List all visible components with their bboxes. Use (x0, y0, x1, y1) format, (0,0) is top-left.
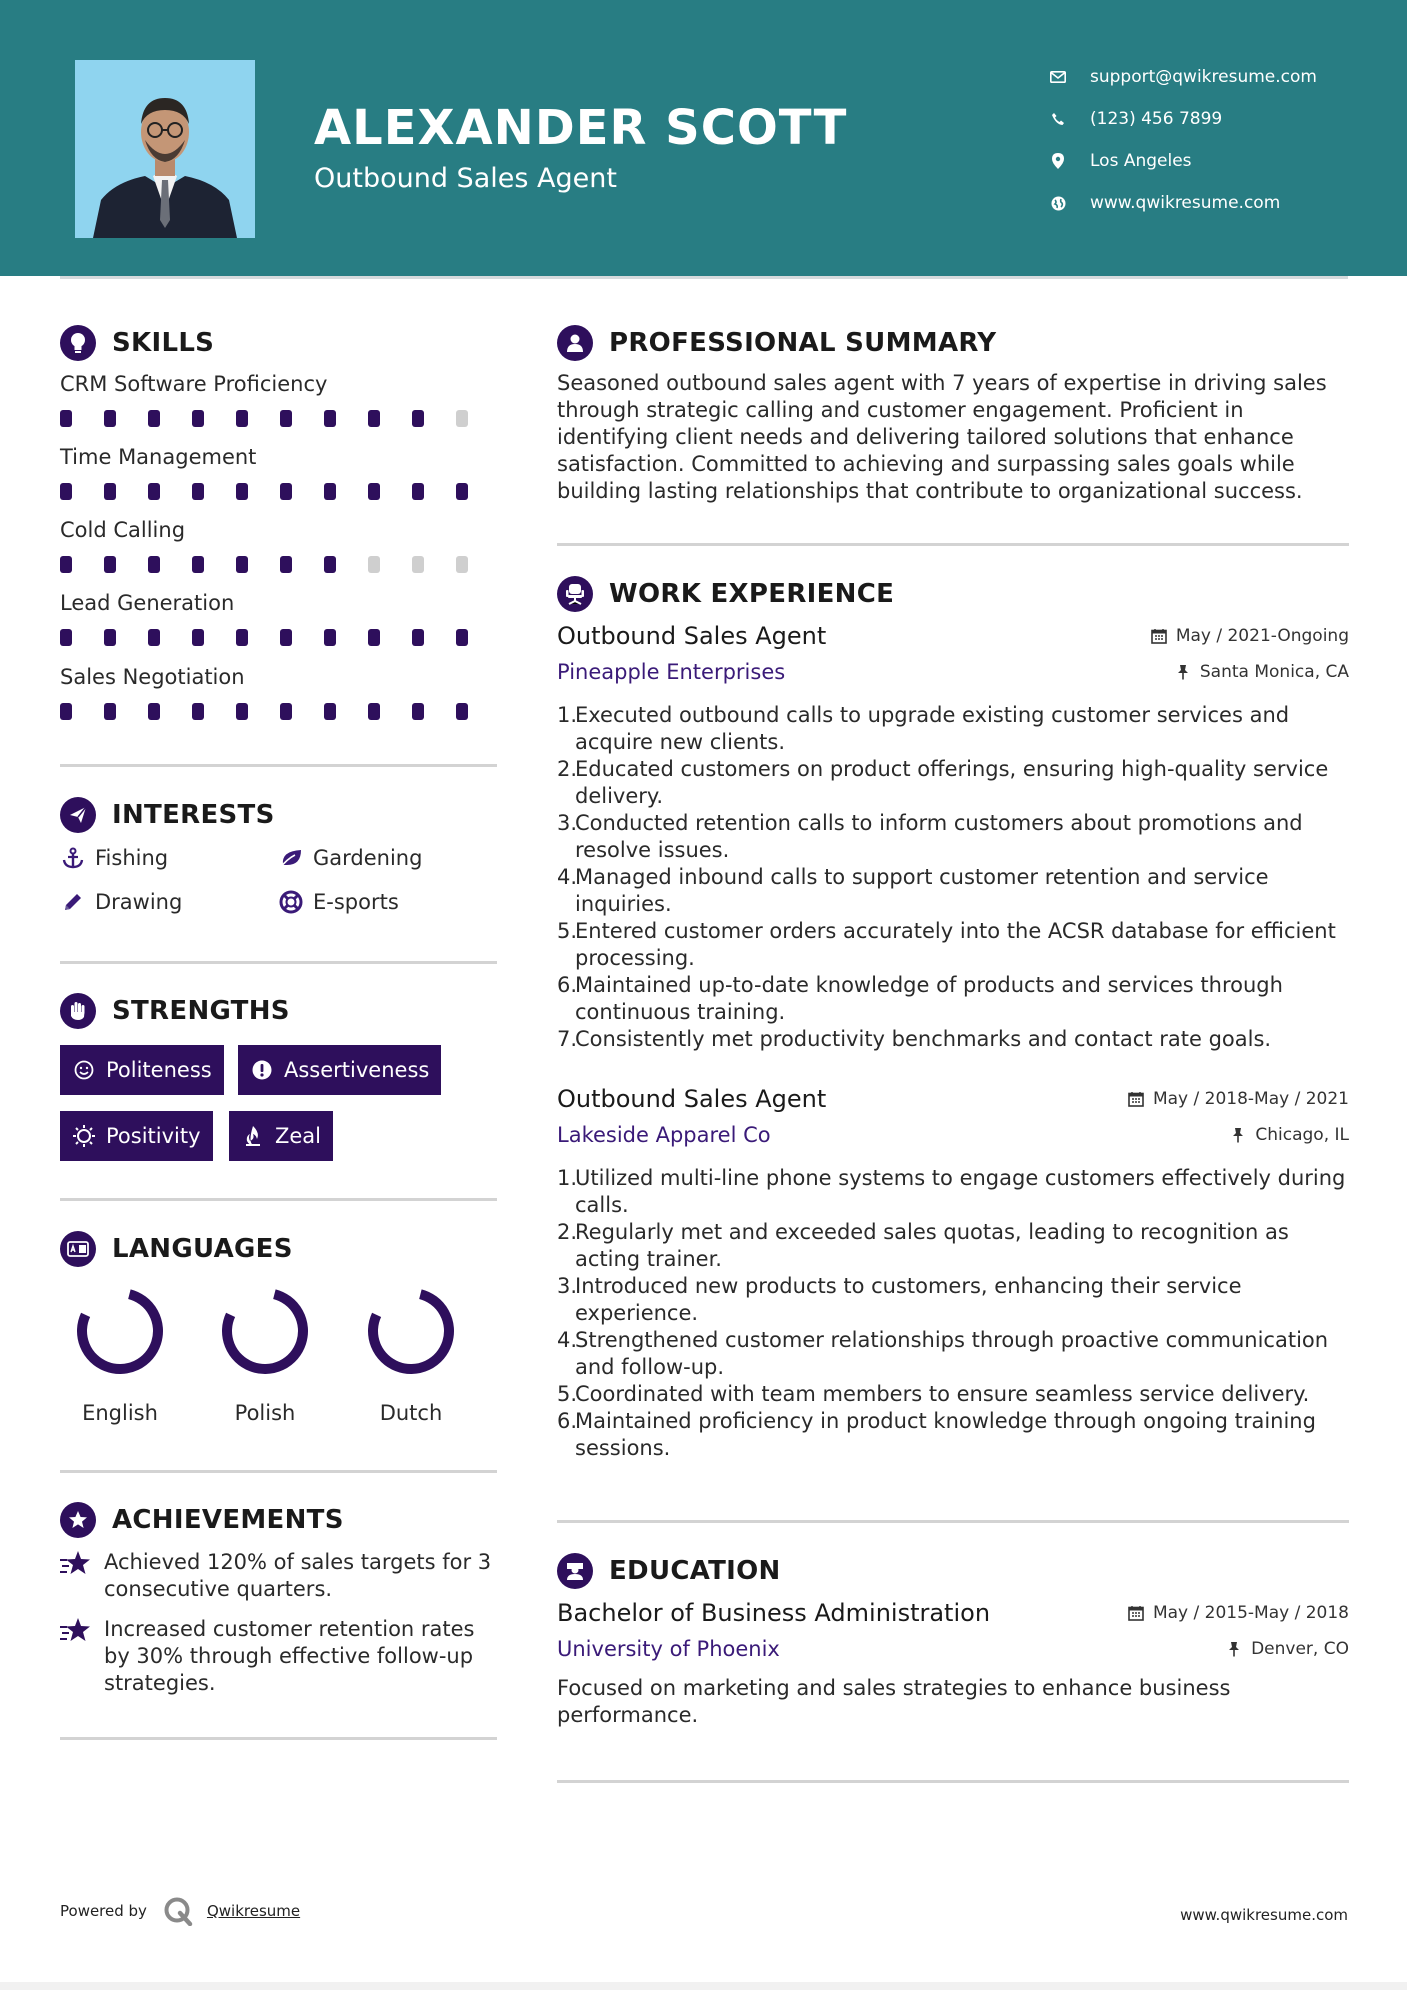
contact-location-text: Los Angeles (1090, 151, 1192, 171)
job-dates-text: May / 2018-May / 2021 (1152, 1089, 1349, 1109)
leaf-icon (278, 845, 304, 871)
contact-website[interactable] (1048, 182, 1317, 224)
skill-dot-filled (368, 410, 380, 427)
language-ring (72, 1283, 168, 1379)
exclamation-circle-icon (250, 1058, 274, 1082)
contact-list (1048, 56, 1317, 224)
language-ring (217, 1283, 313, 1379)
anchor-icon (60, 845, 86, 871)
skill-dot-filled (324, 410, 336, 427)
skill-dot-filled (148, 556, 160, 573)
skill-dot-filled (60, 703, 72, 720)
job-bullet: 4. Strengthened customer relationships through proactive communication and follow-up. (557, 1327, 1349, 1381)
job-bullet-text: Entered customer orders accurately into the ACSR database for efficient processing. (575, 919, 1336, 970)
education-description: Focused on marketing and sales strategies to enhance business performance. (557, 1676, 1231, 1727)
skill-dot-filled (324, 556, 336, 573)
skill-dot-filled (104, 483, 116, 500)
section-divider (60, 1737, 497, 1740)
skill-dot-filled (368, 703, 380, 720)
skill-dot-empty (368, 556, 380, 573)
summary-title: PROFESSIONAL SUMMARY (609, 328, 997, 358)
chair-icon (557, 576, 593, 612)
strength-badge (238, 1045, 441, 1095)
job-bullet: 6. Maintained up-to-date knowledge of products and services through continuous training. (557, 972, 1349, 1026)
job-position: Outbound Sales Agent (557, 1085, 827, 1113)
job-bullet: 2. Regularly met and exceeded sales quotas, leading to recognition as acting trainer. (557, 1219, 1349, 1273)
language-item (195, 1283, 335, 1425)
education-degree: Bachelor of Business Administration (557, 1599, 991, 1627)
job-company[interactable]: Pineapple Enterprises (557, 660, 786, 684)
job-bullets (557, 702, 1349, 1053)
skill-name: Sales Negotiation (60, 665, 245, 689)
skill-dot-filled (192, 410, 204, 427)
skill-dot-filled (148, 483, 160, 500)
job-location (1174, 662, 1349, 682)
contact-website-text: www.qwikresume.com (1090, 193, 1281, 213)
pushpin-icon (1225, 1640, 1243, 1658)
education-heading (557, 1553, 781, 1589)
flame-icon (241, 1124, 265, 1148)
achievement-text: Increased customer retention rates by 30% through effective follow-up strategies. (104, 1617, 475, 1695)
skill-dot-filled (280, 703, 292, 720)
education-location (1225, 1639, 1349, 1659)
job-bullet-text: Executed outbound calls to upgrade existing customer services and acquire new clients. (575, 703, 1290, 754)
education-location-text: Denver, CO (1251, 1639, 1349, 1659)
paper-plane-icon (60, 797, 96, 833)
job-bullet-text: Consistently met productivity benchmarks and contact rate goals. (575, 1027, 1272, 1051)
skill-dot-filled (104, 629, 116, 646)
achievement-item (60, 1549, 500, 1603)
candidate-title: Outbound Sales Agent (314, 163, 617, 194)
skill-dot-filled (192, 703, 204, 720)
language-name: Polish (234, 1401, 296, 1425)
section-divider (60, 1198, 497, 1201)
resume-header (0, 0, 1407, 276)
skill-rating (60, 629, 500, 646)
skill-item (60, 445, 500, 500)
skill-dot-filled (412, 410, 424, 427)
calendar-icon (1150, 627, 1168, 645)
footer-powered-by (60, 1896, 300, 1926)
skill-dot-filled (368, 483, 380, 500)
skill-dot-filled (148, 410, 160, 427)
skill-rating (60, 703, 500, 720)
strength-badge (60, 1111, 213, 1161)
header-divider (60, 276, 1348, 279)
phone-icon (1048, 109, 1068, 129)
hand-icon (60, 993, 96, 1029)
interest-item (60, 889, 182, 915)
job-bullet-text: Strengthened customer relationships through proactive communication and follow-up. (575, 1328, 1329, 1379)
interest-label: Drawing (95, 890, 183, 914)
summary-text: Seasoned outbound sales agent with 7 years of expertise in driving sales through strategic calling and customer engagement. Proficient in identifying client needs and delivering tailored solutions that enhance satisfaction. Committed to achieving and surpassing sales goals while building lasting relationships that contribute to organizational success. (557, 371, 1327, 503)
skill-name: Cold Calling (60, 518, 186, 542)
job-bullet: 3. Conducted retention calls to inform customers about promotions and resolve issues. (557, 810, 1349, 864)
interests-title: INTERESTS (112, 800, 275, 830)
skill-dot-filled (412, 629, 424, 646)
interest-item (278, 889, 399, 915)
education-entry (557, 1599, 1349, 1729)
skill-rating (60, 410, 500, 427)
section-divider (557, 543, 1349, 546)
skill-item (60, 591, 500, 646)
language-item (50, 1283, 190, 1425)
footer-brand-link[interactable]: Qwikresume (206, 1902, 301, 1920)
section-divider (60, 961, 497, 964)
user-icon (557, 325, 593, 361)
language-ring (363, 1283, 459, 1379)
language-name: English (82, 1401, 158, 1425)
job-bullet: 1. Executed outbound calls to upgrade existing customer services and acquire new clients. (557, 702, 1349, 756)
skill-dot-filled (60, 556, 72, 573)
skill-dot-filled (192, 629, 204, 646)
job-bullets (557, 1165, 1349, 1462)
skill-dot-filled (368, 629, 380, 646)
job-dates-text: May / 2021-Ongoing (1175, 626, 1349, 646)
skill-dot-filled (148, 629, 160, 646)
skill-dot-filled (324, 703, 336, 720)
interests-heading (60, 797, 275, 833)
strengths-heading (60, 993, 290, 1029)
powered-by-text: Powered by (60, 1902, 147, 1920)
skill-rating (60, 556, 500, 573)
footer-url-link[interactable]: www.qwikresume.com (1180, 1906, 1348, 1924)
page-bottom-strip (0, 1982, 1407, 1990)
job-bullet: 6. Maintained proficiency in product knowledge through ongoing training sessions. (557, 1408, 1349, 1462)
pushpin-icon (1174, 663, 1192, 681)
summary-heading (557, 325, 996, 361)
skill-item (60, 665, 500, 720)
job-bullet-text: Educated customers on product offerings, ensuring high-quality service delivery. (575, 757, 1329, 808)
life-ring-icon (278, 889, 304, 915)
graduate-icon (557, 1553, 593, 1589)
skill-dot-filled (456, 483, 468, 500)
skill-dot-filled (236, 629, 248, 646)
skill-dot-filled (104, 703, 116, 720)
skill-dot-empty (412, 556, 424, 573)
strength-label: Politeness (106, 1058, 212, 1082)
achievement-item (60, 1616, 500, 1697)
profile-photo (75, 60, 255, 238)
skill-dot-filled (236, 703, 248, 720)
job-entry (557, 622, 1349, 1053)
job-bullet: 3. Introduced new products to customers, enhancing their service experience. (557, 1273, 1349, 1327)
job-entry (557, 1085, 1349, 1462)
star-icon (60, 1616, 92, 1646)
achievements-heading (60, 1502, 344, 1538)
contact-location (1048, 140, 1317, 182)
globe-icon (1048, 193, 1068, 213)
job-dates (1150, 626, 1349, 646)
job-bullet: 1. Utilized multi-line phone systems to engage customers effectively during calls. (557, 1165, 1349, 1219)
language-arc (82, 1294, 158, 1369)
skill-rating (60, 483, 500, 500)
skills-heading (60, 325, 214, 361)
skill-dot-filled (192, 556, 204, 573)
skill-dot-filled (104, 556, 116, 573)
section-divider (557, 1780, 1349, 1783)
skill-dot-filled (236, 410, 248, 427)
smile-icon (72, 1058, 96, 1082)
job-bullet-text: Coordinated with team members to ensure seamless service delivery. (575, 1382, 1310, 1406)
skill-dot-filled (456, 703, 468, 720)
skill-dot-filled (280, 483, 292, 500)
candidate-name: ALEXANDER SCOTT (314, 100, 848, 156)
section-divider (557, 1520, 1349, 1523)
calendar-icon (1127, 1090, 1145, 1108)
education-school[interactable]: University of Phoenix (557, 1637, 780, 1661)
job-bullet: 2. Educated customers on product offerings, ensuring high-quality service delivery. (557, 756, 1349, 810)
calendar-icon (1127, 1604, 1145, 1622)
skill-dot-filled (192, 483, 204, 500)
interest-item (60, 845, 168, 871)
sun-icon (72, 1124, 96, 1148)
skill-dot-filled (236, 556, 248, 573)
skill-name: CRM Software Proficiency (60, 372, 328, 396)
skill-dot-filled (236, 483, 248, 500)
education-dates-text: May / 2015-May / 2018 (1152, 1603, 1349, 1623)
achievements-title: ACHIEVEMENTS (112, 1505, 344, 1535)
education-dates (1127, 1603, 1349, 1623)
job-location-text: Chicago, IL (1255, 1125, 1349, 1145)
language-icon (60, 1231, 96, 1267)
job-bullet-text: Managed inbound calls to support customer retention and service inquiries. (575, 865, 1269, 916)
skill-dot-filled (60, 410, 72, 427)
job-bullet: 5. Entered customer orders accurately into the ACSR database for efficient processing. (557, 918, 1349, 972)
job-bullet: 5. Coordinated with team members to ensure seamless service delivery. (557, 1382, 1310, 1406)
job-dates (1127, 1089, 1349, 1109)
strength-badge (60, 1045, 224, 1095)
job-company[interactable]: Lakeside Apparel Co (557, 1123, 771, 1147)
job-bullet-text: Introduced new products to customers, enhancing their service experience. (575, 1274, 1242, 1325)
skill-item (60, 518, 500, 573)
achievement-text: Achieved 120% of sales targets for 3 consecutive quarters. (104, 1550, 492, 1601)
skill-dot-filled (456, 629, 468, 646)
skill-dot-filled (60, 483, 72, 500)
section-divider (60, 1470, 497, 1473)
pushpin-icon (1229, 1126, 1247, 1144)
envelope-icon (1048, 67, 1068, 87)
qwikresume-logo-icon (163, 1896, 193, 1926)
skill-dot-filled (280, 629, 292, 646)
skill-dot-filled (60, 629, 72, 646)
interest-item (278, 845, 422, 871)
section-divider (60, 764, 497, 767)
job-bullet: 4. Managed inbound calls to support customer retention and service inquiries. (557, 864, 1349, 918)
language-item (341, 1283, 481, 1425)
interest-label: E-sports (313, 890, 399, 914)
interest-label: Fishing (95, 846, 169, 870)
skill-item (60, 372, 500, 427)
lightbulb-icon (60, 325, 96, 361)
skill-name: Time Management (60, 445, 257, 469)
job-bullet-text: Maintained up-to-date knowledge of products and services through continuous training. (575, 973, 1283, 1024)
strength-label: Assertiveness (284, 1058, 430, 1082)
skills-title: SKILLS (112, 328, 215, 358)
language-arc (227, 1294, 303, 1369)
strength-badge (229, 1111, 333, 1161)
skill-dot-empty (456, 556, 468, 573)
skill-dot-filled (280, 556, 292, 573)
skill-dot-filled (280, 410, 292, 427)
pencil-icon (60, 889, 86, 915)
job-location-text: Santa Monica, CA (1199, 662, 1349, 682)
job-location (1229, 1125, 1349, 1145)
contact-email-text: support@qwikresume.com (1090, 67, 1317, 87)
skill-name: Lead Generation (60, 591, 235, 615)
languages-heading (60, 1231, 293, 1267)
education-title: EDUCATION (609, 1556, 781, 1586)
star-badge-icon (60, 1502, 96, 1538)
skill-dot-filled (412, 483, 424, 500)
experience-title: WORK EXPERIENCE (609, 579, 895, 609)
interest-label: Gardening (313, 846, 423, 870)
job-bullet-text: Conducted retention calls to inform customers about promotions and resolve issues. (575, 811, 1303, 862)
job-bullet-text: Regularly met and exceeded sales quotas, leading to recognition as acting trainer. (575, 1220, 1289, 1271)
skill-dot-filled (412, 703, 424, 720)
star-icon (60, 1549, 92, 1579)
map-pin-icon (1048, 151, 1068, 171)
experience-heading (557, 576, 894, 612)
skill-dot-filled (148, 703, 160, 720)
skill-dot-filled (104, 410, 116, 427)
language-name: Dutch (379, 1401, 443, 1425)
strengths-title: STRENGTHS (112, 996, 290, 1026)
skill-dot-filled (324, 629, 336, 646)
skill-dot-empty (456, 410, 468, 427)
contact-email[interactable] (1048, 56, 1317, 98)
job-position: Outbound Sales Agent (557, 622, 827, 650)
language-arc (373, 1294, 449, 1369)
contact-phone-text: (123) 456 7899 (1090, 109, 1223, 129)
contact-phone[interactable] (1048, 98, 1317, 140)
strength-label: Positivity (106, 1124, 201, 1148)
strength-label: Zeal (275, 1124, 322, 1148)
job-bullet-text: Maintained proficiency in product knowledge through ongoing training sessions. (575, 1409, 1316, 1460)
languages-title: LANGUAGES (112, 1234, 293, 1264)
skill-dot-filled (324, 483, 336, 500)
job-bullet-text: Utilized multi-line phone systems to engage customers effectively during calls. (575, 1166, 1346, 1217)
job-bullet: 7. Consistently met productivity benchmarks and contact rate goals. (557, 1027, 1272, 1051)
